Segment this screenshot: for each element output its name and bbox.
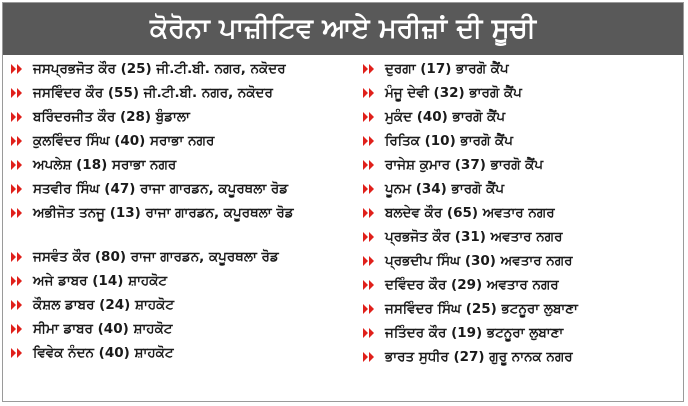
list-item-text: ਜਸਪ੍ਰਭਜੋਤ ਕੌਰ (25) ਜੀ.ਟੀ.ਬੀ. ਨਗਰ, ਨਕੋਦਰ <box>33 61 286 77</box>
double-chevron-icon <box>11 295 23 315</box>
list-item-text: ਜਸਵਿੰਦਰ ਕੌਰ (55) ਜੀ.ਟੀ.ਬੀ. ਨਗਰ, ਨਕੋਦਰ <box>33 85 273 101</box>
list-item-text: ਮੁਕੰਦ (40) ਭਾਰਗੋ ਕੈਂਪ <box>385 109 506 125</box>
list-item <box>11 247 351 271</box>
list-item <box>11 271 351 295</box>
list-item <box>363 275 679 299</box>
patient-list-right <box>363 59 679 371</box>
list-item <box>363 83 679 107</box>
list-item <box>11 107 351 131</box>
list-item-text: ਰਾਜੇਸ਼ ਕੁਮਾਰ (37) ਭਾਰਗੋ ਕੈਂਪ <box>385 157 544 173</box>
double-chevron-icon <box>363 251 375 271</box>
list-title: ਕੋਰੋਨਾ ਪਾਜ਼ੀਟਿਵ ਆਏ ਮਰੀਜ਼ਾਂ ਦੀ ਸੂਚੀ <box>3 3 683 55</box>
list-item <box>363 203 679 227</box>
list-item-text: ਅਭੀਜੋਤ ਤਨਜੂ (13) ਰਾਜਾ ਗਾਰਡਨ, ਕਪੂਰਥਲਾ ਰੋਡ <box>33 205 294 221</box>
list-item-text: ਕੁਲਵਿੰਦਰ ਸਿੰਘ (40) ਸਰਾਭਾ ਨਗਰ <box>33 133 215 149</box>
list-item-text: ਵਿਵੇਕ ਨੰਦਨ (40) ਸ਼ਾਹਕੋਟ <box>33 345 174 361</box>
double-chevron-icon <box>11 107 23 127</box>
list-item-text: ਰਿਤਿਕ (10) ਭਾਰਗੋ ਕੈਂਪ <box>385 133 513 149</box>
double-chevron-icon <box>363 179 375 199</box>
double-chevron-icon <box>11 131 23 151</box>
double-chevron-icon <box>11 179 23 199</box>
double-chevron-icon <box>363 83 375 103</box>
list-item-text: ਪ੍ਰਭਜੋਤ ਕੌਰ (31) ਅਵਤਾਰ ਨਗਰ <box>385 229 563 245</box>
double-chevron-icon <box>363 203 375 223</box>
list-item <box>363 227 679 251</box>
list-item <box>363 347 679 371</box>
double-chevron-icon <box>363 299 375 319</box>
list-item <box>11 343 351 367</box>
double-chevron-icon <box>363 347 375 367</box>
list-item-text: ਮੰਜੂ ਦੇਵੀ (32) ਭਾਰਗੋ ਕੈਂਪ <box>385 85 522 101</box>
double-chevron-icon <box>363 227 375 247</box>
list-item <box>11 131 351 155</box>
list-item <box>363 155 679 179</box>
double-chevron-icon <box>363 275 375 295</box>
list-item-text: ਦੁਰਗਾ (17) ਭਾਰਗੋ ਕੈਂਪ <box>385 61 509 77</box>
list-item <box>363 107 679 131</box>
list-item <box>363 323 679 347</box>
double-chevron-icon <box>11 59 23 79</box>
double-chevron-icon <box>363 59 375 79</box>
list-item-text: ਪ੍ਰਭਦੀਪ ਸਿੰਘ (30) ਅਵਤਾਰ ਨਗਰ <box>385 253 573 269</box>
list-item-text: ਅਪਲੇਸ਼ (18) ਸਰਾਭਾ ਨਗਰ <box>33 157 177 173</box>
list-item <box>11 179 351 203</box>
list-item <box>11 203 351 247</box>
double-chevron-icon <box>11 203 23 223</box>
list-item <box>11 83 351 107</box>
double-chevron-icon <box>11 271 23 291</box>
list-item-text: ਬਰਿੰਦਰਜੀਤ ਕੌਰ (28) ਬੁੰਡਾਲਾ <box>33 109 190 125</box>
double-chevron-icon <box>11 319 23 339</box>
list-item-text: ਜਸਵਿੰਦਰ ਸਿੰਘ (25) ਭਟਨੂਰਾ ਲੁਬਾਣਾ <box>385 301 578 317</box>
double-chevron-icon <box>363 155 375 175</box>
list-item-text: ਦਵਿੰਦਰ ਕੌਰ (29) ਅਵਤਾਰ ਨਗਰ <box>385 277 559 293</box>
list-item-text: ਬਲਦੇਵ ਕੌਰ (65) ਅਵਤਾਰ ਨਗਰ <box>385 205 555 221</box>
double-chevron-icon <box>11 247 23 267</box>
list-item <box>363 59 679 83</box>
patient-list-left <box>11 59 351 367</box>
list-item <box>363 179 679 203</box>
list-item-text: ਸੀਮਾ ਡਾਬਰ (40) ਸ਼ਾਹਕੋਟ <box>33 321 173 337</box>
list-item-text: ਕੌਸ਼ਲ ਡਾਬਰ (24) ਸ਼ਾਹਕੋਟ <box>33 297 174 313</box>
list-item <box>363 299 679 323</box>
double-chevron-icon <box>11 343 23 363</box>
list-item-text: ਪੂਨਮ (34) ਭਾਰਗੋ ਕੈਂਪ <box>385 181 505 197</box>
list-item-text: ਜਤਿੰਦਰ ਕੌਰ (19) ਭਟਨੂਰਾ ਲੁਬਾਣਾ <box>385 325 564 341</box>
double-chevron-icon <box>363 323 375 343</box>
double-chevron-icon <box>363 107 375 127</box>
list-item <box>11 295 351 319</box>
double-chevron-icon <box>363 131 375 151</box>
list-item <box>363 131 679 155</box>
list-item-text: ਅਜੇ ਡਾਬਰ (14) ਸ਼ਾਹਕੋਟ <box>33 273 168 289</box>
list-item-text: ਸਤਵੀਰ ਸਿੰਘ (47) ਰਾਜਾ ਗਾਰਡਨ, ਕਪੂਰਥਲਾ ਰੋਡ <box>33 181 289 197</box>
list-item-text: ਜਸਵੰਤ ਕੌਰ (80) ਰਾਜਾ ਗਾਰਡਨ, ਕਪੂਰਥਲਾ ਰੋਡ <box>33 249 279 265</box>
list-item <box>363 251 679 275</box>
double-chevron-icon <box>11 83 23 103</box>
list-item <box>11 319 351 343</box>
patient-list-panel <box>2 2 684 402</box>
list-item-text: ਭਾਰਤ ਸੁਧੀਰ (27) ਗੁਰੂ ਨਾਨਕ ਨਗਰ <box>385 349 573 365</box>
list-item <box>11 155 351 179</box>
double-chevron-icon <box>11 155 23 175</box>
list-item <box>11 59 351 83</box>
